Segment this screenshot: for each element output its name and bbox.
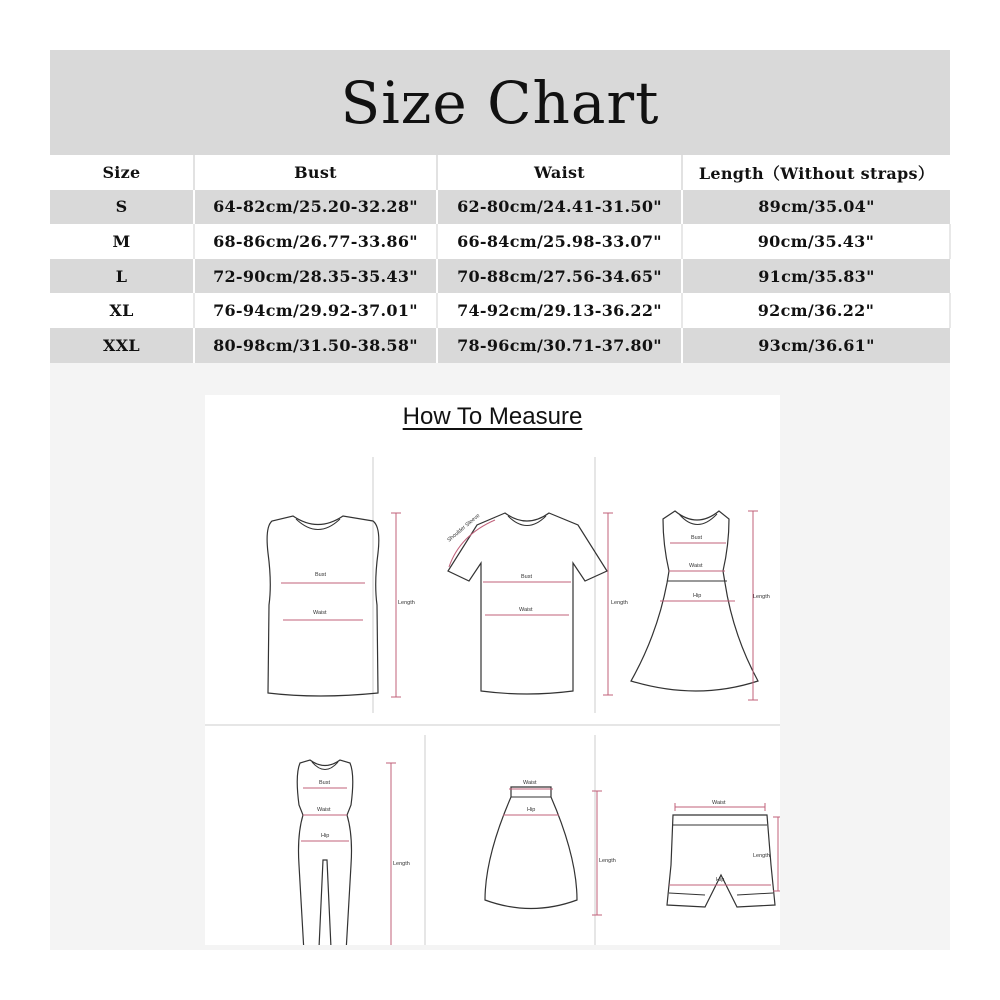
how-to-measure-panel bbox=[205, 395, 780, 945]
waist-label: Waist bbox=[313, 610, 327, 616]
measure-diagrams bbox=[205, 395, 780, 945]
bust-cell: 64-82cm/25.20-32.28" bbox=[194, 190, 437, 225]
bust-label: Bust bbox=[319, 780, 331, 786]
shoulder-sleeve-label: Shoulder Sleeve bbox=[446, 512, 482, 544]
waist-label: Waist bbox=[519, 607, 533, 613]
length-cell: 91cm/35.83" bbox=[682, 259, 950, 294]
length-cell: 90cm/35.43" bbox=[682, 224, 950, 259]
hip-label: Hip bbox=[527, 807, 536, 813]
size-cell: L bbox=[50, 259, 194, 294]
waist-label: Waist bbox=[523, 780, 537, 786]
length-label: Length bbox=[611, 600, 628, 606]
bust-label: Bust bbox=[521, 574, 533, 580]
skirt-diagram bbox=[485, 780, 616, 915]
bust-label: Bust bbox=[315, 572, 327, 578]
header-cell-length: Length（Without straps） bbox=[682, 155, 950, 190]
size-chart-sheet bbox=[50, 50, 950, 950]
header-cell-size: Size bbox=[50, 155, 194, 190]
waist-cell: 74-92cm/29.13-36.22" bbox=[437, 293, 682, 328]
shorts-diagram bbox=[667, 800, 780, 907]
table-row bbox=[50, 259, 950, 294]
table-header-row bbox=[50, 155, 950, 190]
length-label: Length bbox=[599, 858, 616, 864]
table-row bbox=[50, 293, 950, 328]
length-label: Length bbox=[398, 600, 415, 606]
bust-cell: 72-90cm/28.35-35.43" bbox=[194, 259, 437, 294]
size-cell: XXL bbox=[50, 328, 194, 363]
jumpsuit-diagram bbox=[297, 760, 410, 945]
size-cell: XL bbox=[50, 293, 194, 328]
header-cell-waist: Waist bbox=[437, 155, 682, 190]
size-cell: S bbox=[50, 190, 194, 225]
length-cell: 92cm/36.22" bbox=[682, 293, 950, 328]
waist-label: Waist bbox=[689, 563, 703, 569]
length-label: Length bbox=[753, 594, 770, 600]
tank-top-diagram bbox=[267, 513, 415, 697]
tshirt-diagram bbox=[446, 513, 627, 695]
bust-cell: 80-98cm/31.50-38.58" bbox=[194, 328, 437, 363]
hip-label: Hip bbox=[716, 877, 725, 883]
table-row bbox=[50, 224, 950, 259]
header-cell-bust: Bust bbox=[194, 155, 437, 190]
hip-label: Hip bbox=[693, 593, 702, 599]
waist-cell: 70-88cm/27.56-34.65" bbox=[437, 259, 682, 294]
page-title: Size Chart bbox=[340, 68, 660, 137]
waist-cell: 62-80cm/24.41-31.50" bbox=[437, 190, 682, 225]
title-band bbox=[50, 50, 950, 155]
bust-cell: 68-86cm/26.77-33.86" bbox=[194, 224, 437, 259]
length-cell: 89cm/35.04" bbox=[682, 190, 950, 225]
waist-label: Waist bbox=[317, 807, 331, 813]
waist-cell: 66-84cm/25.98-33.07" bbox=[437, 224, 682, 259]
table-row bbox=[50, 328, 950, 363]
waist-cell: 78-96cm/30.71-37.80" bbox=[437, 328, 682, 363]
bust-label: Bust bbox=[691, 535, 703, 541]
bust-cell: 76-94cm/29.92-37.01" bbox=[194, 293, 437, 328]
hip-label: Hip bbox=[321, 833, 330, 839]
length-label: Length bbox=[393, 861, 410, 867]
size-table bbox=[50, 155, 951, 363]
dress-diagram bbox=[631, 511, 770, 700]
waist-label: Waist bbox=[712, 800, 726, 806]
length-cell: 93cm/36.61" bbox=[682, 328, 950, 363]
table-row bbox=[50, 190, 950, 225]
size-cell: M bbox=[50, 224, 194, 259]
how-to-measure-title: How To Measure bbox=[402, 403, 583, 430]
length-label: Length bbox=[753, 853, 770, 859]
